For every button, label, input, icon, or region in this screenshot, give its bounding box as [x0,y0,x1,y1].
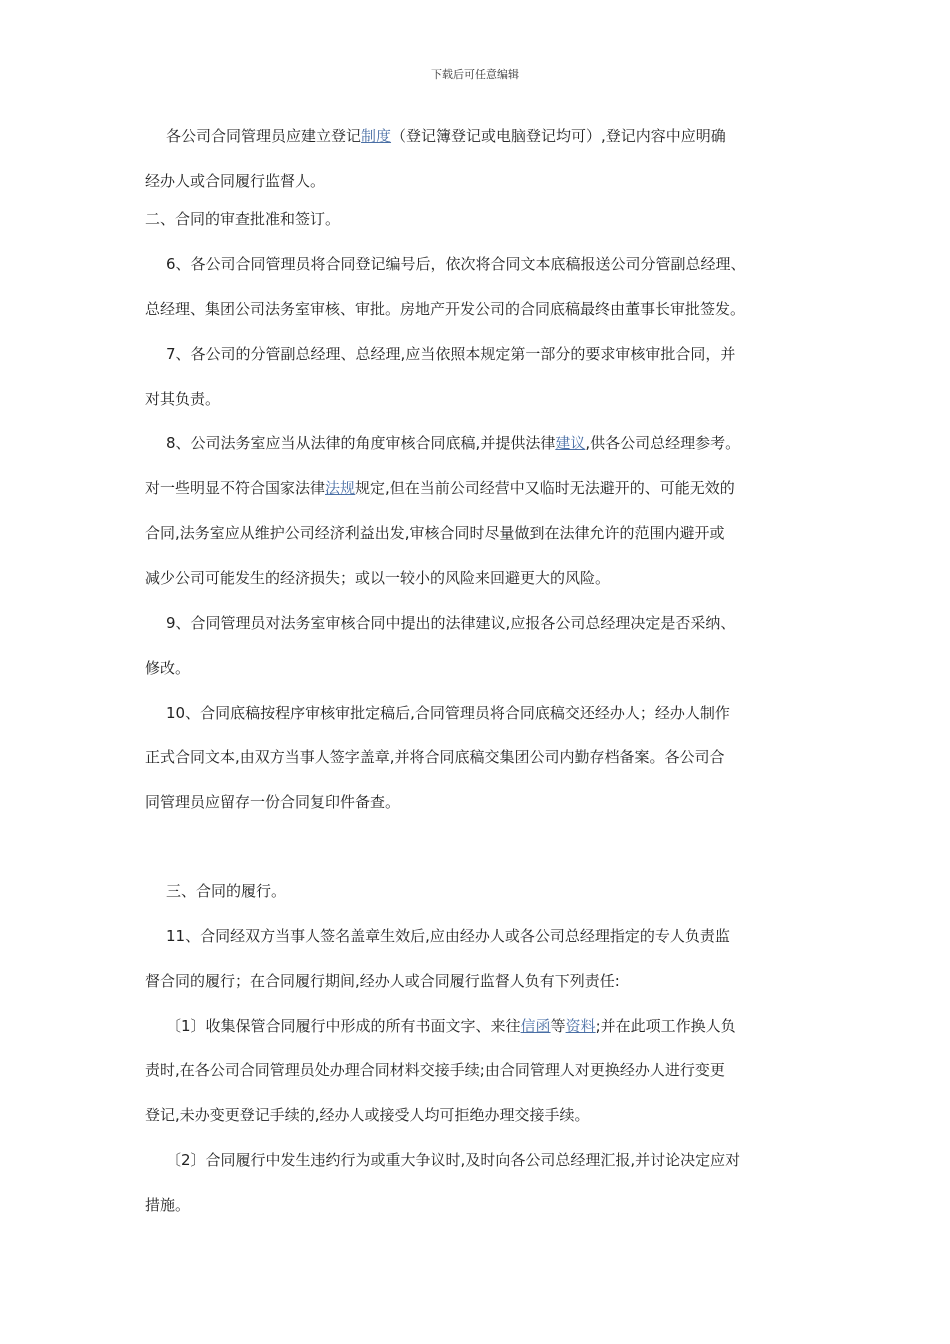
paragraph-line: 正式合同文本,由双方当事人签字盖章,并将合同底稿交集团公司内勤存档备案。各公司合 [145,748,725,766]
link-ziliao[interactable]: 资料 [565,1017,596,1035]
paragraph-line: 措施。 [145,1196,191,1214]
paragraph-line: 登记,未办变更登记手续的,经办人或接受人均可拒绝办理交接手续。 [145,1106,590,1124]
paragraph-line [166,1016,736,1036]
page-header: 下载后可任意编辑 [431,68,519,81]
text-segment: ;并在此项工作换人负 [595,1017,736,1035]
paragraph-line [145,478,735,498]
paragraph-line: 11、合同经双方当事人签名盖章生效后,应由经办人或各公司总经理指定的专人负责监 [166,927,730,945]
paragraph-line: 同管理员应留存一份合同复印件备查。 [145,793,401,811]
text-segment: 规定,但在当前公司经营中又临时无法避开的、可能无效的 [355,479,735,497]
text-segment: （登记簿登记或电脑登记均可）,登记内容中应明确 [391,127,726,145]
text-segment: 对一些明显不符合国家法律 [145,479,326,497]
paragraph-line: 责时,在各公司合同管理员处办理合同材料交接手续;由合同管理人对更换经办人进行变更 [145,1061,725,1079]
link-fagui[interactable]: 法规 [325,479,356,497]
text-segment: ,供各公司总经理参考。 [585,434,741,452]
link-xinhan[interactable]: 信函 [520,1017,551,1035]
paragraph-line: 修改。 [145,659,191,677]
paragraph-line: 10、合同底稿按程序审核审批定稿后,合同管理员将合同底稿交还经办人；经办人制作 [166,704,730,722]
text-segment: 8、公司法务室应当从法律的角度审核合同底稿,并提供法律 [166,434,556,452]
section-heading: 三、合同的履行。 [166,882,287,900]
paragraph-line [166,126,726,146]
paragraph-line: 9、合同管理员对法务室审核合同中提出的法律建议,应报各公司总经理决定是否采纳、 [166,614,736,632]
paragraph-line: 对其负责。 [145,390,221,408]
section-heading: 二、合同的审查批准和签订。 [145,210,341,228]
paragraph-line: 减少公司可能发生的经济损失；或以一较小的风险来回避更大的风险。 [145,569,611,587]
text-segment: 〔1〕收集保管合同履行中形成的所有书面文字、来往 [166,1017,521,1035]
paragraph-line: 督合同的履行；在合同履行期间,经办人或合同履行监督人负有下列责任: [145,972,620,990]
text-segment: 各公司合同管理员应建立登记 [166,127,362,145]
paragraph-line: 6、各公司合同管理员将合同登记编号后，依次将合同文本底稿报送公司分管副总经理、 [166,255,746,273]
paragraph-line: 7、各公司的分管副总经理、总经理,应当依照本规定第一部分的要求审核审批合同，并 [166,345,736,363]
paragraph-line: 经办人或合同履行监督人。 [145,172,326,190]
paragraph-line: 〔2〕合同履行中发生违约行为或重大争议时,及时向各公司总经理汇报,并讨论决定应对 [166,1151,741,1169]
paragraph-line: 合同,法务室应从维护公司经济利益出发,审核合同时尽量做到在法律允许的范围内避开或 [145,524,725,542]
paragraph-line [166,433,740,453]
link-jianyi[interactable]: 建议 [555,434,586,452]
paragraph-line: 总经理、集团公司法务室审核、审批。房地产开发公司的合同底稿最终由董事长审批签发。 [145,300,746,318]
text-segment: 等 [550,1017,566,1035]
link-zhidu[interactable]: 制度 [361,127,392,145]
